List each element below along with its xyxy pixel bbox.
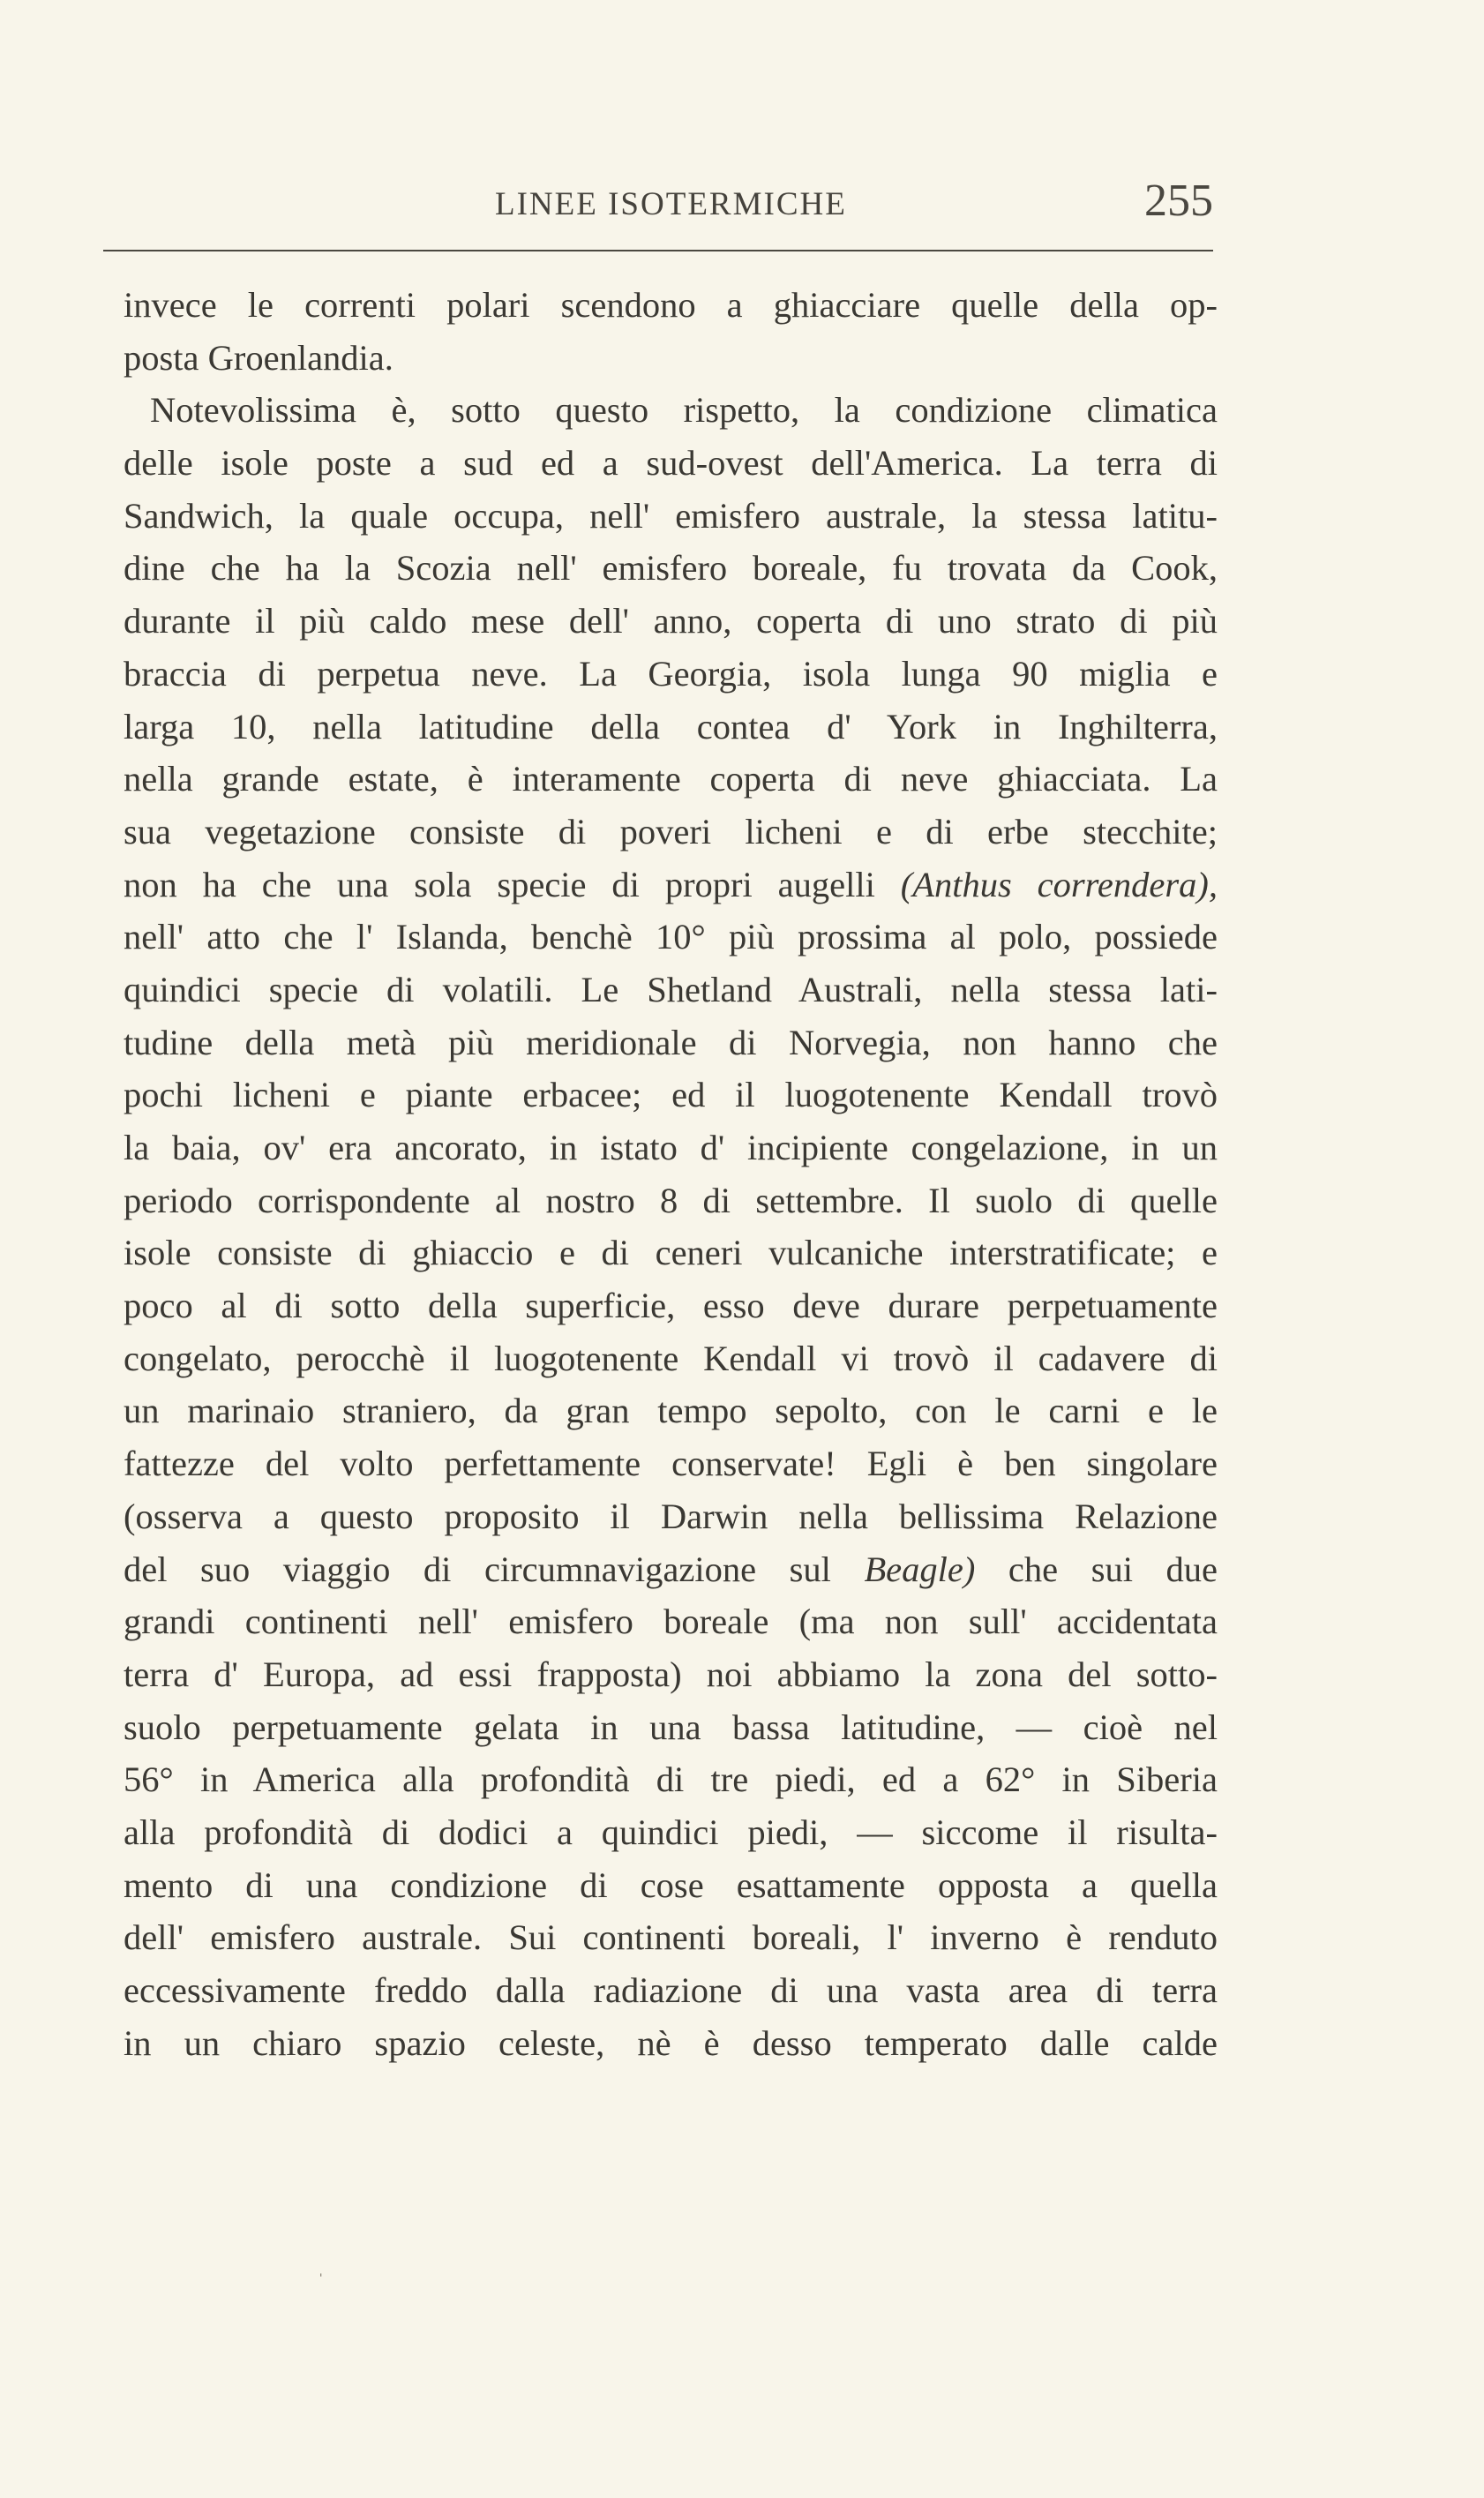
text-line: nella grande estate, è interamente coperta di neve ghiacciata. La xyxy=(124,759,1218,799)
italic-ship-name: Beagle) xyxy=(864,1549,976,1589)
text-line: pochi licheni e piante erbacee; ed il luogotenente Kendall trovò xyxy=(124,1075,1218,1115)
text-line xyxy=(124,1543,1218,1596)
text-line: Notevolissima è, sotto questo rispetto, la condizione climatica xyxy=(150,390,1218,431)
text-line: dine che ha la Scozia nell' emisfero boreale, fu trovata da Cook, xyxy=(124,548,1218,589)
text-line: invece le correnti polari scendono a ghiacciare quelle della op- xyxy=(124,285,1218,325)
text-line: quindici specie di volatili. Le Shetland Australi, nella stessa lati- xyxy=(124,969,1218,1009)
text-line: eccessivamente freddo dalla radiazione di una vasta area di terra xyxy=(124,1970,1218,2010)
text-line: tudine della metà più meridionale di Norvegia, non hanno che xyxy=(124,1022,1218,1062)
text-line: alla profondità di dodici a quindici piedi, — siccome il risulta- xyxy=(124,1812,1218,1852)
text-line: poco al di sotto della superficie, esso deve durare perpetuamente xyxy=(124,1286,1218,1326)
text-line: Sandwich, la quale occupa, nell' emisfero australe, la stessa latitu- xyxy=(124,495,1218,536)
text-line: fattezze del volto perfettamente conservate! Egli è ben singolare xyxy=(124,1444,1218,1484)
text-line: grandi continenti nell' emisfero boreale (ma non sull' accidentata xyxy=(124,1602,1218,1642)
text-line: dell' emisfero australe. Sui continenti boreali, l' inverno è renduto xyxy=(124,1917,1218,1958)
text-line: isole consiste di ghiaccio e di ceneri vulcaniche interstratificate; e xyxy=(124,1233,1218,1273)
text-span: che sui due xyxy=(975,1549,1218,1589)
body-text xyxy=(124,279,1218,2069)
text-line: la baia, ov' era ancorato, in istato d' incipiente congelazione, in un xyxy=(124,1128,1218,1167)
running-title: LINEE ISOTERMICHE xyxy=(495,186,847,222)
text-span: del suo viaggio di circumnavigazione sul xyxy=(124,1549,865,1589)
header-rule xyxy=(103,250,1213,251)
text-span: non ha che una sola specie di propri augelli xyxy=(124,864,901,904)
page-header xyxy=(103,173,1213,244)
text-line: durante il più caldo mese dell' anno, coperta di uno strato di più xyxy=(124,601,1218,641)
text-line: sua vegetazione consiste di poveri licheni e di erbe stecchite; xyxy=(124,811,1218,851)
italic-species-name: (Anthus correndera), xyxy=(900,864,1218,904)
page-number: 255 xyxy=(1144,176,1213,226)
text-line: suolo perpetuamente gelata in una bassa latitudine, — cioè nel xyxy=(124,1707,1218,1747)
text-line: larga 10, nella latitudine della contea d' York in Inghilterra, xyxy=(124,706,1218,746)
ink-speck: ˌ xyxy=(318,2254,325,2277)
text-line: terra d' Europa, ad essi frapposta) noi abbiamo la zona del sotto- xyxy=(124,1654,1218,1694)
text-line: mento di una condizione di cose esattamente opposta a quella xyxy=(124,1864,1218,1905)
text-line xyxy=(124,859,1218,911)
text-line: nell' atto che l' Islanda, benchè 10° più prossima al polo, possiede xyxy=(124,917,1218,957)
text-line: delle isole poste a sud ed a sud-ovest dell'America. La terra di xyxy=(124,443,1218,484)
text-line: periodo corrispondente al nostro 8 di settembre. Il suolo di quelle xyxy=(124,1180,1218,1220)
text-line: un marinaio straniero, da gran tempo sepolto, con le carni e le xyxy=(124,1391,1218,1431)
text-line: 56° in America alla profondità di tre piedi, ed a 62° in Siberia xyxy=(124,1759,1218,1800)
text-line: braccia di perpetua neve. La Georgia, isola lunga 90 miglia e xyxy=(124,653,1218,694)
text-line: posta Groenlandia. xyxy=(124,337,393,378)
text-line: congelato, perocchè il luogotenente Kendall vi trovò il cadavere di xyxy=(124,1338,1218,1378)
text-line: in un chiaro spazio celeste, nè è desso temperato dalle calde xyxy=(124,2022,1218,2063)
text-line: (osserva a questo proposito il Darwin nella bellissima Relazione xyxy=(124,1496,1218,1536)
